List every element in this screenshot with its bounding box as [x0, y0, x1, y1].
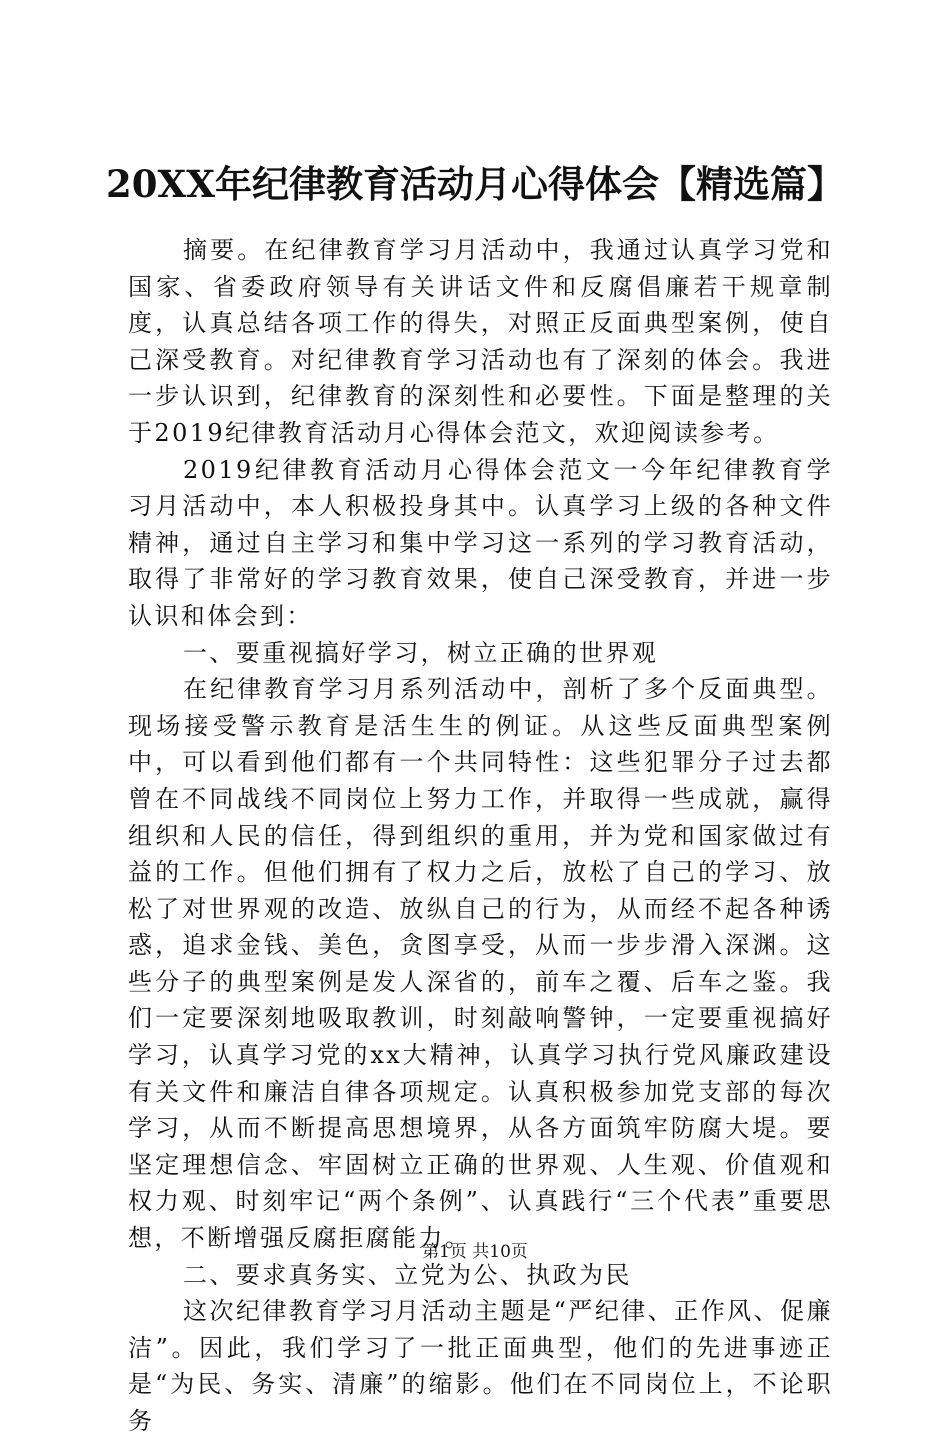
section-heading-2: 二、要求真务实、立党为公、执政为民	[183, 1260, 632, 1289]
paragraph-section-1: 在纪律教育学习月系列活动中，剖析了多个反面典型。现场接受警示教育是活生生的例证。从这些反面典型案例中，可以看到他们都有一个共同特性：这些犯罪分子过去都曾在不同战线不同岗位上努力工作，并取得一些成就，赢得组织和人民的信任，得到组织的重用，并为党和国家做过有益的工作。但他们拥有了权力之后，放松了自己的学习、放松了对世界观的改造、放纵自己的行为，从而经不起各种诱惑，追求金钱、美色，贪图享受，从而一步步滑入深渊。这些分子的典型案例是发人深省的，前车之覆、后车之鉴。我们一定要深刻地吸取教训，时刻敲响警钟，一定要重视搞好学习，认真学习党的xx大精神，认真学习执行党风廉政建设有关文件和廉洁自律各项规定。认真积极参加党支部的每次学习，从而不断提高思想境界，从各方面筑牢防腐大堤。要坚定理想信念、牢固树立正确的世界观、人生观、价值观和权力观、时刻牢记“两个条例”、认真践行“三个代表”重要思想，不断增强反腐拒腐能力。	[128, 675, 833, 1253]
page-number-footer: 第1页 共10页	[422, 1242, 528, 1262]
paragraph-section-2: 这次纪律教育学习月活动主题是“严纪律、正作风、促廉洁”。因此，我们学习了一批正面典型，他们的先进事迹正是“为民、务实、清廉”的缩影。他们在不同岗位上，不论职务	[128, 1297, 833, 1435]
paragraph-abstract: 摘要。在纪律教育学习月活动中，我通过认真学习党和国家、省委政府领导有关讲话文件和反腐倡廉若干规章制度，认真总结各项工作的得失，对照正反面典型案例，使自己深受教育。对纪律教育学习活动也有了深刻的体会。我进一步认识到，纪律教育的深刻性和必要性。下面是整理的关于2019纪律教育活动月心得体会范文，欢迎阅读参考。	[128, 236, 833, 447]
document-title: 20XX年纪律教育活动月心得体会【精选篇】	[106, 162, 844, 206]
section-heading-1: 一、要重视搞好学习，树立正确的世界观	[183, 638, 659, 667]
paragraph-intro: 2019纪律教育活动月心得体会范文一今年纪律教育学习月活动中，本人积极投身其中。认真学习上级的各种文件精神，通过自主学习和集中学习这一系列的学习教育活动，取得了非常好的学习教育效果，使自己深受教育，并进一步认识和体会到：	[128, 455, 833, 630]
